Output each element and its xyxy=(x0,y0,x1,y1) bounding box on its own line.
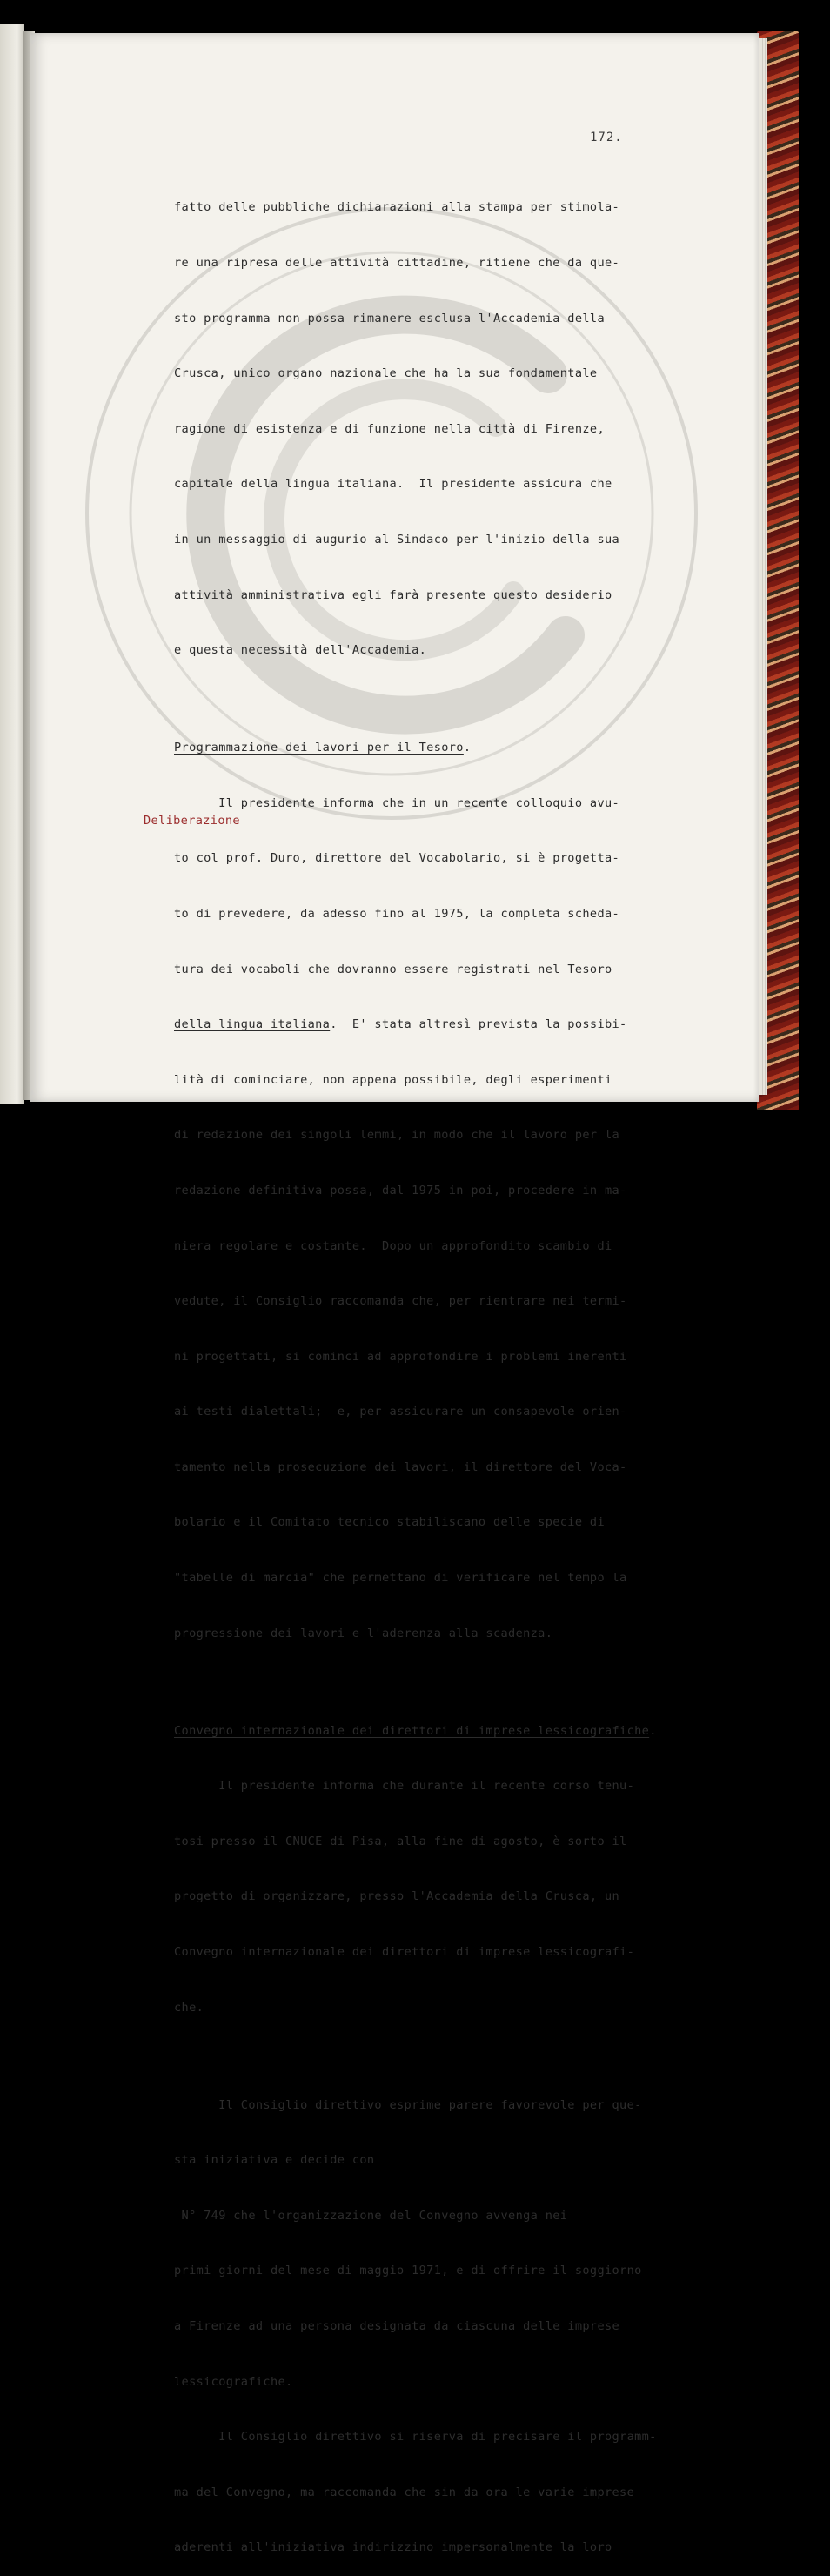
text-line: capitale della lingua italiana. Il presidente assicura che xyxy=(174,477,612,492)
heading-period: . xyxy=(463,741,472,755)
section-heading-tesoro xyxy=(174,739,657,757)
text-line: Il Consiglio direttivo si riserva di precisare il programm- xyxy=(174,2430,657,2445)
text-line: progressione dei lavori e l'aderenza alla scadenza. xyxy=(174,1626,553,1640)
text-line: "tabelle di marcia" che permettano di verificare nel tempo la xyxy=(174,1571,627,1586)
text-line: sto programma non possa rimanere esclusa l'Accademia della xyxy=(174,311,605,325)
text-line: to di prevedere, da adesso fino al 1975, la completa scheda- xyxy=(174,906,620,921)
text-line: vedute, il Consiglio raccomanda che, per rientrare nei termi- xyxy=(174,1294,627,1309)
text-line: redazione definitiva possa, dal 1975 in poi, procedere in ma- xyxy=(174,1183,627,1197)
text-line: ragione di esistenza e di funzione nella città di Firenze, xyxy=(174,421,605,436)
text-line: che. xyxy=(174,2000,204,2015)
deliberation-margin-label: Deliberazione xyxy=(144,814,240,828)
heading-text: Convegno internazionale dei direttori di imprese lessicografiche xyxy=(174,1723,650,1738)
text-line: lità di cominciare, non appena possibile, degli esperimenti xyxy=(174,1072,612,1087)
text-line: fatto delle pubbliche dichiarazioni alla stampa per stimola- xyxy=(174,200,620,215)
text-line: bolario e il Comitato tecnico stabiliscano delle specie di xyxy=(174,1515,605,1530)
text-line: tamento nella prosecuzione dei lavori, il direttore del Voca- xyxy=(174,1459,627,1474)
text-line xyxy=(174,961,657,979)
text-line: aderenti all'iniziativa indirizzino impersonalmente la loro xyxy=(174,2540,612,2555)
text-line: primi giorni del mese di maggio 1971, e di offrire il soggiorno xyxy=(174,2264,642,2278)
underlined-title: della lingua italiana xyxy=(174,1017,331,1032)
heading-text: Programmazione dei lavori per il Tesoro xyxy=(174,741,464,755)
text-line: di redazione dei singoli lemmi, in modo che il lavoro per la xyxy=(174,1128,620,1143)
text-segment: . E' stata altresì prevista la possibi- xyxy=(330,1017,627,1032)
text-line: Convegno internazionale dei direttori di imprese lessicografi- xyxy=(174,1945,635,1960)
text-line: e questa necessità dell'Accademia. xyxy=(174,643,427,658)
text-line: lessicografiche. xyxy=(174,2374,293,2389)
text-line: Il presidente informa che durante il recente corso tenu- xyxy=(174,1779,635,1794)
text-line xyxy=(174,1016,657,1034)
text-line: ma del Convegno, ma raccomanda che sin da ora le varie imprese xyxy=(174,2485,635,2499)
left-page-edge xyxy=(0,24,24,1104)
text-line: progetto di organizzare, presso l'Accademia della Crusca, un xyxy=(174,1889,620,1904)
section-heading-convegno xyxy=(174,1722,657,1741)
text-line: to col prof. Duro, direttore del Vocabolario, si è progetta- xyxy=(174,851,620,866)
text-line: in un messaggio di augurio al Sindaco per l'inizio della sua xyxy=(174,532,620,547)
underlined-title: Tesoro xyxy=(567,962,612,976)
page-number: 172. xyxy=(590,131,623,144)
text-line: sta iniziativa e decide con xyxy=(174,2153,375,2168)
text-line: Crusca, unico organo nazionale che ha la sua fondamentale xyxy=(174,366,598,381)
text-line: re una ripresa delle attività cittadine, ritiene che da que- xyxy=(174,256,620,270)
text-line: Il presidente informa che in un recente colloquio avu- xyxy=(174,795,620,810)
text-segment: tura dei vocaboli che dovranno essere registrati nel xyxy=(174,962,568,976)
heading-period: . xyxy=(649,1723,657,1738)
text-line: a Firenze ad una persona designata da ciascuna delle imprese xyxy=(174,2319,620,2333)
text-line-deliberation: N° 749 che l'organizzazione del Convegno avvenga nei xyxy=(174,2208,568,2223)
text-line: tosi presso il CNUCE di Pisa, alla fine di agosto, è sorto il xyxy=(174,1834,627,1848)
text-line: niera regolare e costante. Dopo un approfondito scambio di xyxy=(174,1238,612,1253)
text-line: Il Consiglio direttivo esprime parere favorevole per que- xyxy=(174,2097,642,2112)
text-line: ai testi dialettali; e, per assicurare un consapevole orien- xyxy=(174,1405,627,1419)
text-line: ni progettati, si cominci ad approfondire i problemi inerenti xyxy=(174,1349,627,1364)
text-line: attività amministrativa egli farà presente questo desiderio xyxy=(174,587,612,602)
typed-text-body xyxy=(174,162,657,2576)
